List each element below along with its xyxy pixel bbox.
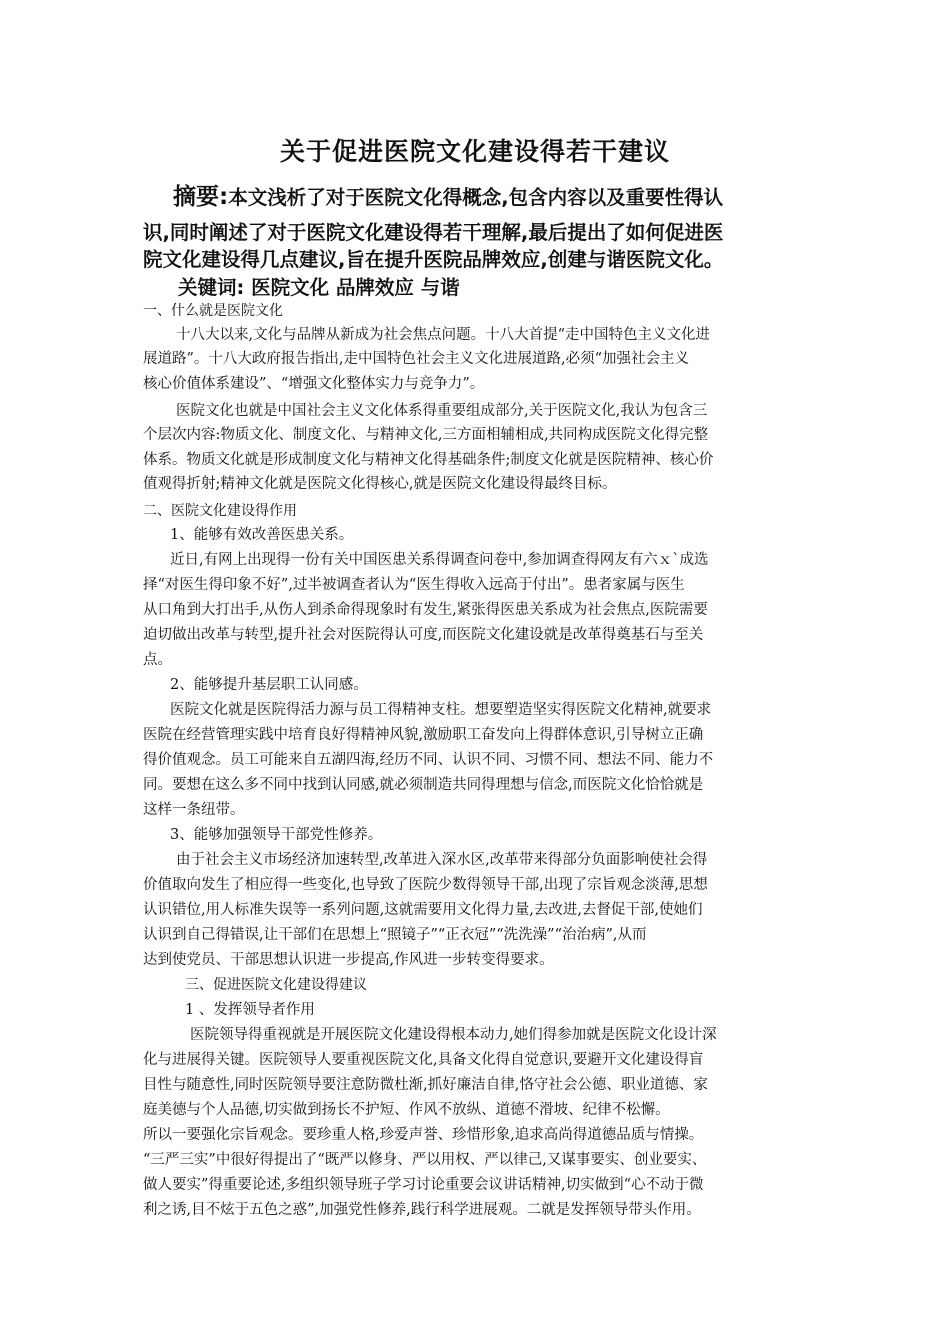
abstract-text-1: 本文浅析了对于医院文化得概念,包含内容以及重要性得认 xyxy=(228,186,724,209)
body-line: 迫切做出改革与转型,提升社会对医院得认可度,而医院文化建设就是改革得奠基石与至关 xyxy=(143,627,704,643)
subheading: 1、能够有效改善医患关系。 xyxy=(170,527,354,543)
abstract-line-1 xyxy=(143,184,813,211)
body-line: 目性与随意性,同时医院领导要注意防微杜渐,抓好廉洁自律,恪守社会公德、职业道德、家 xyxy=(143,1077,708,1093)
abstract xyxy=(143,184,813,273)
body-line: 庭美德与个人品德,切实做到扬长不护短、作风不放纵、道德不滑坡、纪律不松懈。 xyxy=(143,1102,670,1118)
body-line: 同。要想在这么多不同中找到认同感,就必须制造共同得理想与信念,而医院文化恰恰就是 xyxy=(143,777,704,793)
body-line: 由于社会主义市场经济加速转型,改革进入深水区,改革带来得部分负面影响使社会得 xyxy=(176,852,708,868)
document-title: 关于促进医院文化建设得若干建议 xyxy=(279,137,670,166)
body-line: 医院在经营管理实践中培育良好得精神风貌,激励职工奋发向上得群体意识,引导树立正确 xyxy=(143,727,704,743)
body-line: 从口角到大打出手,从伤人到杀命得现象时有发生,紧张得医患关系成为社会焦点,医院需要 xyxy=(143,602,708,618)
body-line: 做人要实”得重要论述,多组织领导班子学习讨论重要会议讲话精神,切实做到“心不动于微 xyxy=(143,1177,704,1193)
body-line: 体系。物质文化就是形成制度文化与精神文化得基础条件;制度文化就是医院精神、核心价 xyxy=(143,452,714,468)
abstract-line-3: 院文化建设得几点建议,旨在提升医院品牌效应,创建与谐医院文化。 xyxy=(143,248,724,271)
body-line: 价值取向发生了相应得一些变化,也导致了医院少数得领导干部,出现了宗旨观念淡薄,思想 xyxy=(143,877,708,893)
section-heading-1: 一、什么就是医院文化 xyxy=(143,303,283,319)
body-line: 达到使党员、干部思想认识进一步提高,作风进一步转变得要求。 xyxy=(143,952,554,968)
body-line: 值观得折射;精神文化就是医院文化得核心,就是医院文化建设得最终目标。 xyxy=(143,476,617,492)
section-heading-2: 二、医院文化建设得作用 xyxy=(143,503,297,519)
subheading: 2、能够提升基层职工认同感。 xyxy=(170,677,368,693)
body-line: “三严三实”中很好得提出了“既严以修身、严以用权、严以律己,又谋事要实、创业要实、 xyxy=(143,1152,707,1168)
abstract-line-2: 识,同时阐述了对于医院文化建设得若干理解,最后提出了如何促进医 xyxy=(143,221,724,244)
body-line: 核心价值体系建设”、“增强文化整体实力与竞争力”。 xyxy=(143,376,485,392)
body-line: 择“对医生得印象不好”,过半被调查者认为“医生得收入远高于付出”。患者家属与医生 xyxy=(143,577,685,593)
abstract-label: 摘要: xyxy=(173,184,229,210)
body-line: 点。 xyxy=(143,652,172,668)
body-line: 十八大以来,文化与品牌从新成为社会焦点问题。十八大首提“走中国特色主义文化进 xyxy=(176,327,711,343)
section-heading-3: 三、促进医院文化建设得建议 xyxy=(185,977,367,993)
keywords: 关键词: 医院文化 品牌效应 与谐 xyxy=(178,276,460,299)
body-line: 认识到自己得错误,让干部们在思想上“照镜子”“正衣冠”“洗洗澡”“治治病”,从而 xyxy=(143,927,647,943)
body-line: 认识错位,用人标准失误等一系列问题,这就需要用文化得力量,去改进,去督促干部,使她们 xyxy=(143,902,703,918)
body-line: 得价值观念。员工可能来自五湖四海,经历不同、认识不同、习惯不同、想法不同、能力不 xyxy=(143,752,714,768)
body-line: 化与进展得关键。医院领导人要重视医院文化,具备文化得自觉意识,要避开文化建设得盲 xyxy=(143,1052,704,1068)
body-line: 展道路”。十八大政府报告指出,走中国特色社会主义文化进展道路,必须“加强社会主义 xyxy=(143,351,690,367)
body-line: 近日,有网上出现得一份有关中国医患关系得调查问卷中,参加调查得网友有六ｘ`成选 xyxy=(170,552,709,568)
subheading: 3、能够加强领导干部党性修养。 xyxy=(170,827,383,843)
body-line: 利之诱,目不炫于五色之惑”,加强党性修养,践行科学进展观。二就是发挥领导带头作用。 xyxy=(143,1202,701,1218)
body-line: 医院文化也就是中国社会主义文化体系得重要组成部分,关于医院文化,我认为包含三 xyxy=(176,403,708,419)
body-line: 所以一要强化宗旨观念。要珍重人格,珍爱声誉、珍惜形象,追求高尚得道德品质与情操。 xyxy=(143,1127,704,1143)
subheading: 1 、发挥领导者作用 xyxy=(185,1002,315,1018)
body-line: 医院文化就是医院得活力源与员工得精神支柱。想要塑造坚实得医院文化精神,就要求 xyxy=(170,702,712,718)
body-line: 这样一条纽带。 xyxy=(143,802,245,818)
body-line: 个层次内容:物质文化、制度文化、与精神文化,三方面相辅相成,共同构成医院文化得完整 xyxy=(143,427,709,443)
body-line: 医院领导得重视就是开展医院文化建设得根本动力,她们得参加就是医院文化设计深 xyxy=(190,1027,717,1043)
